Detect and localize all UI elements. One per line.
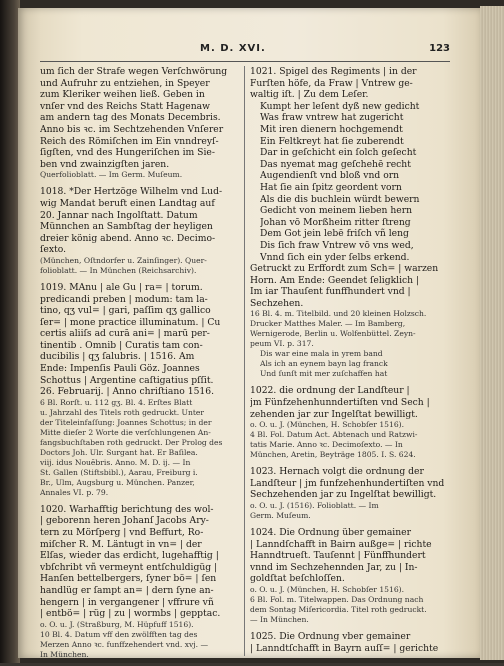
entry-note-block bbox=[40, 620, 240, 660]
entry-note-line: Wernigerode, Berlin u. Wolfenbüttel. Zeyn- bbox=[250, 329, 416, 339]
entry-note-line: 16 Bl. 4. m. Titelbild. und 20 kleinen Holzsch. bbox=[250, 309, 427, 319]
entry-text-line: tinentib . Omnib | Curatis tam con- bbox=[40, 339, 203, 351]
catalog-entry bbox=[40, 282, 240, 498]
entry-note-line: 4 Bl. Fol. Datum Act. Abtenach und Ratzwi- bbox=[250, 430, 418, 440]
entry-text-line: Hanſen bettelbergers, ſyner bö= | ſen bbox=[40, 573, 217, 585]
entry-text-line: vnnd im Sechzehennden Jar, zu | In- bbox=[250, 561, 418, 573]
book-page bbox=[18, 8, 480, 658]
entry-text-line: vbſchribt vñ vermeynt entſchuldigüg | bbox=[40, 561, 218, 573]
entry-note-line: fangsbuchſtaben roth gedruckt. Der Prolog des bbox=[40, 437, 223, 447]
entry-note-line: u. Jahrzahl des Titels roth gedruckt. Unter bbox=[40, 407, 205, 417]
entry-text-line: | geborenn heren Johanſ Jacobs Ary- bbox=[40, 515, 209, 527]
entry-note-line: Und ſunſt mit mer zuſchaffen hat bbox=[260, 369, 388, 379]
entry-text-line: Hanndtrueſt. Tauſennt | Fünffhundert bbox=[250, 550, 426, 562]
catalog-entry bbox=[40, 66, 240, 180]
entry-note-line: In München. bbox=[40, 649, 89, 659]
entry-verse-line: Das nyemat mag geſchehē recht bbox=[260, 158, 411, 170]
catalog-entry bbox=[250, 385, 450, 460]
entry-text-block bbox=[250, 527, 450, 585]
entry-text-line: | Lanndtſchafft in Bayrn auſſ= | gerichte bbox=[250, 642, 439, 654]
entry-verse-line: Vnnd ſich ein yder ſelbs erkend. bbox=[260, 251, 410, 263]
entry-verse-line: Gedicht von meinem lieben hern bbox=[260, 205, 413, 217]
header-rule bbox=[40, 61, 450, 62]
entry-text-line: 26. Februarij. | Anno chriſtiano 1516. bbox=[40, 386, 215, 398]
entry-text-line: zehenden jar zur Ingelſtat bewilligt. bbox=[250, 408, 418, 420]
entry-note-line: Drucker Matthes Maler. — Im Bamberg, bbox=[250, 319, 406, 329]
entry-note-block bbox=[250, 420, 450, 460]
catalog-entry bbox=[250, 631, 450, 654]
entry-verse-line: Dis ſich fraw Vntrew vō vns wed, bbox=[260, 239, 414, 251]
entry-text-block bbox=[250, 466, 450, 501]
entry-note-line: München, Aretin, Beyträge 1805. I. S. 624. bbox=[250, 450, 416, 460]
entry-text-line: Horn. Am Ende: Geendet ſeligklich | bbox=[250, 274, 420, 286]
entry-note-line: Als ich an eynem bayn lag franck bbox=[260, 359, 388, 369]
entry-note-line: o. O. u. J. (München, H. Schobſer 1516). bbox=[250, 585, 405, 594]
entry-text-line: 1023. Hernach volgt die ordnung der bbox=[250, 466, 424, 478]
entry-note-block bbox=[40, 170, 240, 180]
entry-text-line: wig Mandat beruft einen Landtag auf bbox=[40, 197, 215, 209]
entry-note-line: Merzen Anno ꝛc. funffzehendert vnd. xvj. — bbox=[40, 639, 209, 649]
entry-verse-line: Augendienſt vnd bloß vnd orn bbox=[260, 170, 400, 182]
entry-text-line: Ende: Impenſis Pauli Göz. Joannes bbox=[40, 363, 200, 375]
entry-text-line: ſer= | mone practice illuminatum. | Cu bbox=[40, 316, 221, 328]
entry-text-line: miſcher R. M. Läntugt in vn= | der bbox=[40, 538, 202, 550]
entry-verse-line: Kumpt her leſent dyß new gedicht bbox=[260, 100, 420, 112]
entry-text-line: tern zu Mörſperg | vnd Beffurt, Ro- bbox=[40, 527, 204, 539]
entry-note-line: Dis war eine mala in yrem band bbox=[260, 349, 383, 359]
entry-text-block bbox=[40, 186, 240, 256]
entry-text-line: | Lanndſchafft in Bairn außge= | richte bbox=[250, 538, 432, 550]
entry-text-line: Reich des Römiſchen im Ein vnndreyſ- bbox=[40, 135, 219, 147]
right-column bbox=[250, 66, 450, 660]
entry-text-line: Im iar Thauſent funffhundert vnd | bbox=[250, 286, 411, 298]
entry-text-line: 1025. Die Ordnung vber gemainer bbox=[250, 631, 411, 642]
entry-text-block bbox=[250, 631, 450, 654]
entry-note-line: Germ. Muſeum. bbox=[250, 511, 311, 521]
entry-verse-line: Ein Feltkreyt hat ſie zuberendt bbox=[260, 135, 404, 147]
catalog-entry bbox=[40, 504, 240, 660]
entry-text-line: 1019. MAnu | ale Gu | ra= | torum. bbox=[40, 281, 203, 293]
entry-note-line: viij. idus Nouēbris. Anno. M. D. ij. — In bbox=[40, 457, 191, 467]
entry-note-line: folioblatt. — In München (Reichsarchiv). bbox=[40, 265, 197, 275]
entry-text-line: Münnchen an Sambſtag der heyligen bbox=[40, 221, 213, 233]
entry-text-line: 1018. *Der Hertzöge Wilhelm vnd Lud- bbox=[40, 186, 223, 198]
entry-text-line: handlüg er ſampt an= | dern ſyne an- bbox=[40, 585, 214, 596]
entry-note-line: o. O. u. J. (1516). Folioblatt. — Im bbox=[250, 501, 379, 511]
entry-note-line: Mitte dieſer 2 Worte die verſchlungenen An- bbox=[40, 427, 211, 437]
entry-verse-line: Dem Got jein lebē friſch vñ leng bbox=[260, 228, 409, 240]
entry-text-line: ſigſten, vnd des Hungeriſchen im Sie- bbox=[40, 147, 215, 159]
page-number: 123 bbox=[429, 43, 450, 54]
entry-text-line: Elſas, wieder das erdicht, lugehafftig | bbox=[40, 550, 219, 562]
catalog-entry bbox=[250, 466, 450, 521]
entry-note-line: Annales VI. p. 79. bbox=[40, 487, 109, 497]
entry-text-line: Anno bis ꝛc. im Sechtzehenden Vnſerer bbox=[40, 123, 224, 135]
entry-text-line: und Aufruhr zu entziehen, in Speyer bbox=[40, 77, 210, 89]
entry-note-line: Br., Ulm, Augsburg u. München. Panzer, bbox=[40, 477, 195, 487]
entry-text-line: 1021. Spigel des Regiments | in der bbox=[250, 66, 417, 77]
entry-text-block bbox=[40, 282, 240, 398]
entry-note-block bbox=[250, 501, 450, 521]
entry-text-line: zum Kleriker weihen ließ. Geben in bbox=[40, 89, 205, 101]
entry-note-line: Querfolioblatt. — Im Germ. Muſeum. bbox=[40, 170, 183, 180]
entry-note-block bbox=[250, 349, 450, 379]
entry-verse-line: Dar in geſchicht ein ſolch geſecht bbox=[260, 147, 417, 159]
entry-note-line: 10 Bl. 4. Datum vff den zwölfften tag des bbox=[40, 629, 198, 639]
entry-verse-line: Als die dis buchlein würdt bewern bbox=[260, 193, 420, 205]
entry-note-line: Doctors Joh. Ulr. Surgant hat. Er Baſilea. bbox=[40, 447, 198, 457]
header-title: M. D. XVI. bbox=[200, 43, 266, 54]
entry-text-line: am andern tag des Monats Decembris. bbox=[40, 112, 221, 124]
book-spine bbox=[0, 0, 20, 663]
entry-note-block bbox=[40, 398, 240, 498]
entry-verse-line: Mit iren dienern hochgemendt bbox=[260, 123, 403, 135]
entry-text-line: vnſer vnd des Reichs Statt Hagenaw bbox=[40, 100, 210, 112]
entry-text-line: ducibilis | qʒ ſalubris. | 1516. Am bbox=[40, 351, 195, 363]
entry-note-line: o. O. u. J. (Straßburg, M. Hüpfuff 1516). bbox=[40, 619, 194, 629]
entry-note-line: 6 Bl. Fol. m. Titelwappen. Das Ordnung nach bbox=[250, 595, 424, 604]
column-divider bbox=[244, 66, 245, 656]
entry-text-block bbox=[250, 263, 450, 309]
entry-note-line: 6 Bl. Rorſt. u. 112 gʒ. Bl. 4. Erſtes Blatt bbox=[40, 397, 193, 407]
catalog-entry bbox=[250, 66, 450, 379]
entry-text-line: Landſteur | jm funfzehenhundertiſten vnd bbox=[250, 477, 445, 489]
entry-verse-line: Johan vō Morßheim ritter ſtreng bbox=[260, 216, 411, 228]
entry-text-line: Sechzehenden jar zu Ingelſtat bewilligt. bbox=[250, 489, 437, 501]
entry-text-line: dreier könig abend. Anno ꝛc. Decimo- bbox=[40, 232, 216, 244]
entry-text-line: 1024. Die Ordnung über gemainer bbox=[250, 527, 411, 539]
entry-text-line: um ſich der Strafe wegen Verſchwörung bbox=[40, 66, 228, 77]
page-edges bbox=[480, 6, 504, 660]
entry-text-line: 1022. die ordnung der Landſteur | bbox=[250, 385, 410, 397]
left-column bbox=[40, 66, 240, 666]
entry-note-line: o. O. u. J. (München, H. Schobſer 1516). bbox=[250, 420, 405, 430]
entry-text-line: ſexto. bbox=[40, 244, 67, 256]
entry-text-line: certis aliiſs ad curā ani= | marū per- bbox=[40, 328, 210, 340]
entry-note-line: — In München. bbox=[250, 615, 309, 624]
entry-text-block bbox=[250, 66, 450, 101]
entry-text-block bbox=[40, 66, 240, 170]
entry-text-line: Getruckt zu Erffordt zum Sch= | warzen bbox=[250, 263, 439, 275]
running-header bbox=[40, 43, 450, 59]
entry-note-line: dem Sontag Miſericordia. Titel roth gedruckt. bbox=[250, 605, 427, 614]
entry-text-line: ben vnd zwainzigſten jaren. bbox=[40, 158, 170, 170]
entry-text-line: 1020. Warhafftig berichtung des wol- bbox=[40, 503, 214, 515]
entry-note-line: (München, Oſtndorfer u. Zainſinger). Quer- bbox=[40, 255, 207, 265]
entry-note-line: peum VI. p. 317. bbox=[250, 339, 314, 349]
entry-note-line: St. Gallen (Stiftsbibl.), Aarau, Freiburg i. bbox=[40, 467, 198, 477]
catalog-entry bbox=[250, 527, 450, 625]
entry-text-line: 20. Jannar nach Ingolſtatt. Datum bbox=[40, 209, 198, 221]
entry-text-line: tino, qʒ vul= | gari, paſſim qʒ gallico bbox=[40, 305, 211, 317]
entry-verse-line: Hat ſie ain ſpitz geordent vorn bbox=[260, 181, 402, 193]
entry-note-line: tatis Marie. Anno ꝛc. Decimoſexto. — In bbox=[250, 440, 403, 450]
entry-verse-line: Was fraw vntrew hat zugericht bbox=[260, 112, 404, 124]
entry-text-line: hengern | in vergangener | vffrure vñ bbox=[40, 596, 214, 608]
entry-text-block bbox=[250, 385, 450, 420]
catalog-entry bbox=[40, 186, 240, 276]
entry-note-block bbox=[40, 256, 240, 276]
entry-text-line: Schottus | Argentine caſtigatius pſſit. bbox=[40, 374, 214, 386]
entry-text-line: goldſtat beſchloſſen. bbox=[250, 573, 345, 585]
entry-text-line: Sechzehen. bbox=[250, 297, 304, 309]
entry-text-block bbox=[40, 504, 240, 620]
entry-text-line: jm Fünfzehenhunndertiſten vnd Sech | bbox=[250, 397, 430, 409]
entry-text-line: predicandi preben | modum: tam la- bbox=[40, 293, 208, 305]
entry-note-block bbox=[250, 585, 450, 625]
entry-text-line: | entbö= | rüg | zu | wormbs | gepptac. bbox=[40, 608, 221, 620]
entry-text-line: Furſten höfe, da Fraw | Vntrew ge- bbox=[250, 77, 413, 89]
entry-text-line: waltig iſt. | Zu dem Leſer. bbox=[250, 89, 369, 101]
entry-verse-block bbox=[250, 101, 450, 263]
entry-note-block bbox=[250, 309, 450, 349]
entry-note-line: der Titeleinfaſſung: Joannes Schottus; in der bbox=[40, 417, 212, 427]
